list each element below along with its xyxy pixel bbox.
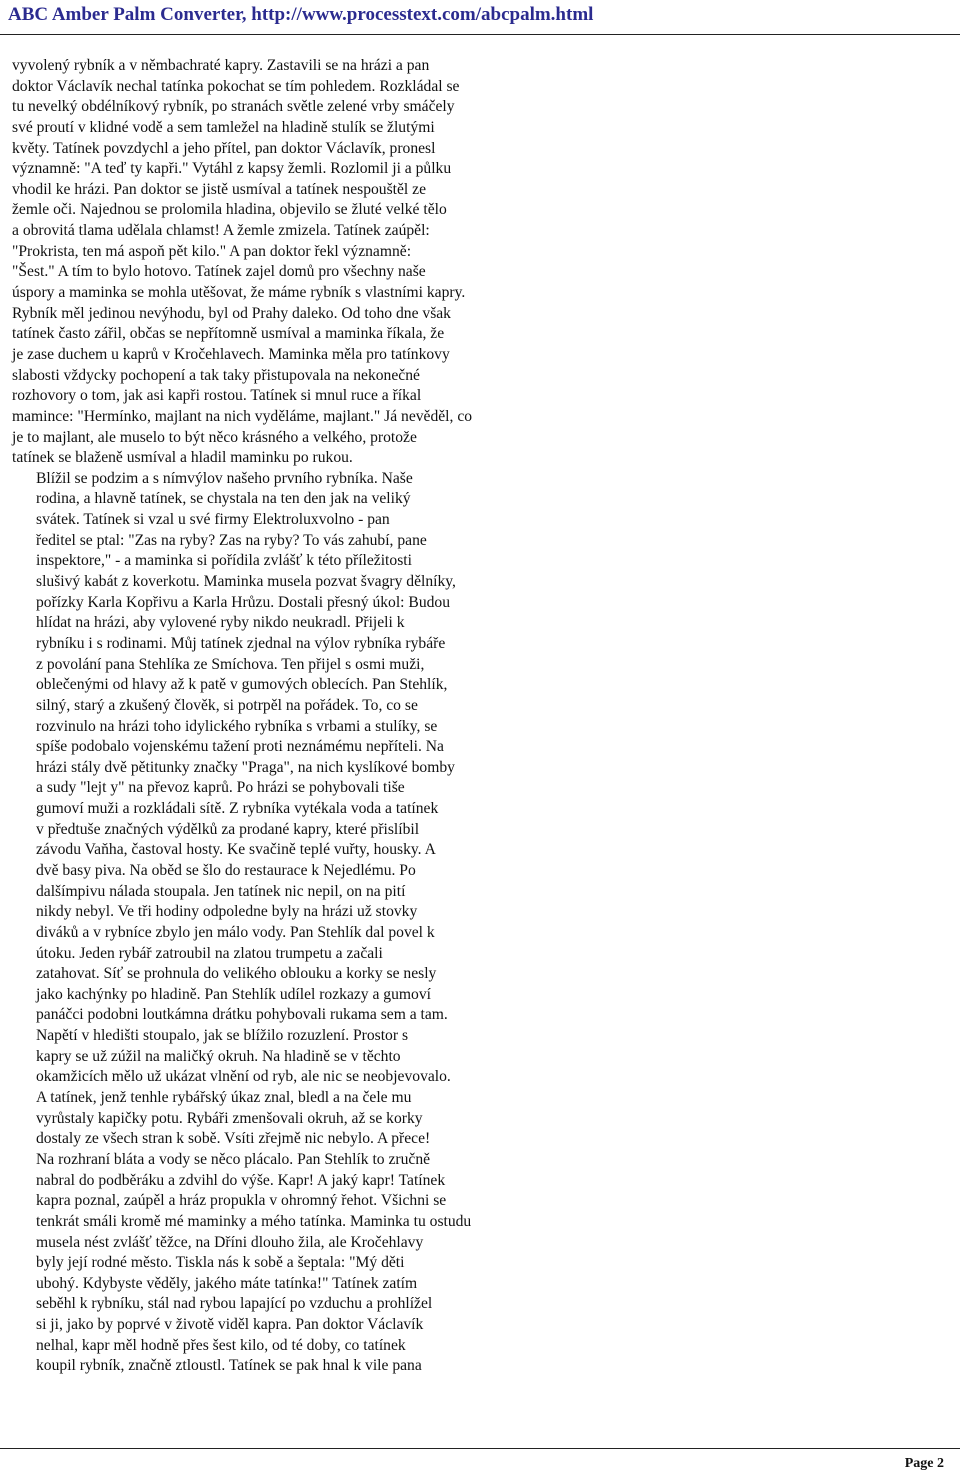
text-line: seběhl k rybníku, stál nad rybou lapající po vzduchu a prohlížel: [36, 1295, 433, 1313]
text-line: a sudy "lejt y" na převoz kaprů. Po hrázi se pohybovali tiše: [36, 779, 405, 797]
text-line: gumoví muži a rozkládali sítě. Z rybníka vytékala voda a tatínek: [36, 800, 439, 818]
text-line: z povolání pana Stehlíka ze Smíchova. Ten přijel s osmi muži,: [36, 655, 425, 673]
text-line: vhodil ke hrázi. Pan doktor se jistě usmíval a tatínek nespouštěl ze: [12, 180, 427, 198]
text-line: slušivý kabát z koverkotu. Maminka musela pozvat švagry dělníky,: [36, 573, 456, 591]
text-line: si ji, jako by poprvé v životě viděl kapra. Pan doktor Václavík: [36, 1316, 424, 1334]
text-line: významně: "A teď ty kapři." Vytáhl z kapsy žemli. Rozlomil ji a půlku: [12, 160, 452, 178]
text-line: panáčci podobni loutkámna drátku pohybovali rukama sem a tam.: [36, 1006, 448, 1024]
text-line: útoku. Jeden rybář zatroubil na zlatou trumpetu a začali: [36, 944, 383, 962]
text-line: tatínek se blaženě usmíval a hladil maminku po rukou.: [12, 449, 353, 467]
text-line: rozvinulo na hrázi toho idylického rybníka s vrbami a stulíky, se: [36, 717, 438, 735]
text-line: musela nést zvlášť těžce, na Dříni dlouho žila, ale Kročehlavy: [36, 1233, 424, 1251]
text-line: svátek. Tatínek si vzal u své firmy Elektroluxvolno - pan: [36, 511, 390, 529]
text-line: Blížil se podzim a s nímvýlov našeho prvního rybníka. Naše: [36, 469, 413, 487]
text-line: tenkrát smáli kromě mé maminky a mého tatínka. Maminka tu ostudu: [36, 1212, 472, 1230]
header-divider: [0, 34, 960, 35]
text-line: zatahovat. Síť se prohnula do velikého oblouku a korky se nesly: [36, 965, 437, 983]
text-line: tatínek často zářil, občas se nepřítomně usmíval a maminka říkala, že: [12, 325, 445, 343]
text-line: tu nevelký obdélníkový rybník, po stranách světle zelené vrby smáčely: [12, 98, 455, 116]
document-header-title: ABC Amber Palm Converter, http://www.processtext.com/abcpalm.html: [8, 4, 594, 25]
text-line: Rybník měl jedinou nevýhodu, byl od Prahy daleko. Od toho dne však: [12, 304, 451, 322]
text-line: rybníku i s rodinami. Můj tatínek zjednal na výlov rybníka rybáře: [36, 634, 446, 652]
text-line: byly její rodné město. Tiskla nás k sobě a šeptala: "Mý děti: [36, 1254, 405, 1272]
text-line: oblečenými od hlavy až k patě v gumových oblecích. Pan Stehlík,: [36, 676, 448, 694]
text-line: Na rozhraní bláta a vody se něco plácalo. Pan Stehlík to zručně: [36, 1150, 431, 1168]
text-line: vyvolený rybník a v němbachraté kapry. Zastavili se na hrázi a pan: [12, 57, 430, 74]
text-line: A tatínek, jenž tenhle rybářský úkaz znal, bledl a na čele mu: [36, 1089, 412, 1107]
text-line: "Šest." A tím to bylo hotovo. Tatínek zajel domů pro všechny naše: [12, 263, 426, 281]
document-body: [12, 56, 948, 1377]
text-line: nelhal, kapr měl hodně přes šest kilo, od té doby, co tatínek: [36, 1336, 406, 1354]
text-line: slabosti vždycky pochopení a tak taky přistupovala na nekonečné: [12, 366, 420, 384]
text-line: květy. Tatínek povzdychl a jeho přítel, pan doktor Václavík, pronesl: [12, 139, 436, 157]
text-line: je to majlant, ale muselo to být něco krásného a velkého, protože: [12, 428, 417, 446]
text-line: ředitel se ptal: "Zas na ryby? Zas na ryby? To vás zahubí, pane: [36, 531, 427, 549]
text-line: rodina, a hlavně tatínek, se chystala na ten den jak na veliký: [36, 490, 411, 508]
text-line: ubohý. Kdybyste věděly, jakého máte tatínka!" Tatínek zatím: [36, 1274, 418, 1292]
text-line: dostaly ze všech stran k sobě. Vsíti zřejmě nic nebylo. A přece!: [36, 1130, 431, 1148]
text-line: "Prokrista, ten má aspoň pět kilo." A pan doktor řekl významně:: [12, 242, 412, 260]
text-line: v předtuše značných výdělků za prodané kapry, které přislíbil: [36, 820, 420, 838]
text-line: spíše podobalo vojenskému tažení proti neznámému nepříteli. Na: [36, 738, 444, 756]
text-line: úspory a maminka se mohla utěšovat, že máme rybník s vlastními kapry.: [12, 284, 466, 302]
text-line: dalšímpivu nálada stoupala. Jen tatínek nic nepil, on na pití: [36, 882, 406, 900]
text-line: diváků a v rybníce zbylo jen málo vody. Pan Stehlík dal povel k: [36, 923, 435, 941]
text-line: silný, starý a zkušený člověk, si potrpěl na pořádek. To, co se: [36, 696, 418, 714]
text-line: Napětí v hledišti stoupalo, jak se blížilo rozuzlení. Prostor s: [36, 1027, 409, 1045]
text-line: závodu Vaňha, častoval hosty. Ke svačině teplé vuřty, housky. A: [36, 841, 436, 859]
text-line: mamince: "Hermínko, majlant na nich vyděláme, majlant." Já nevěděl, co: [12, 407, 473, 425]
text-line: nabral do podběráku a zdvihl do výše. Kapr! A jaký kapr! Tatínek: [36, 1171, 446, 1189]
text-line: pořízky Karla Kopřivu a Karla Hrůzu. Dostali přesný úkol: Budou: [36, 593, 451, 611]
footer-divider: [0, 1448, 960, 1449]
text-line: dvě basy piva. Na oběd se šlo do restaurace k Nejedlému. Po: [36, 861, 416, 879]
text-line: a obrovitá tlama udělala chlamst! A žemle zmizela. Tatínek zaúpěl:: [12, 222, 430, 240]
text-line: hlídat na hrázi, aby vylovené ryby nikdo neukradl. Přijeli k: [36, 614, 405, 632]
text-line: inspektore," - a maminka si pořídila zvlášť k této příležitosti: [36, 552, 412, 570]
text-line: kapry se už zúžil na maličký okruh. Na hladině se v těchto: [36, 1047, 401, 1065]
text-line: koupil rybník, značně ztloustl. Tatínek se pak hnal k vile pana: [36, 1357, 422, 1375]
text-line: své proutí v klidné vodě a sem tamležel na hladině stulík se žlutými: [12, 118, 435, 136]
text-line: okamžicích mělo už ukázat vlnění od ryb, ale nic se neobjevovalo.: [36, 1068, 451, 1086]
text-line: je zase duchem u kaprů v Kročehlavech. Maminka měla pro tatínkovy: [12, 345, 450, 363]
text-line: doktor Václavík nechal tatínka pokochat se tím pohledem. Rozkládal se: [12, 77, 460, 95]
text-line: vyrůstaly kapičky potu. Rybáři zmenšovali okruh, až se korky: [36, 1109, 423, 1127]
text-line: hrázi stály dvě pětitunky značky "Praga", na nich kyslíkové bomby: [36, 758, 455, 776]
text-line: jako kachýnky po hladině. Pan Stehlík udílel rozkazy a gumoví: [36, 985, 431, 1003]
page-number: Page 2: [904, 1456, 944, 1471]
text-line: nikdy nebyl. Ve tři hodiny odpoledne byly na hrázi už stovky: [36, 903, 418, 921]
text-line: rozhovory o tom, jak asi kapři rostou. Tatínek si mnul ruce a říkal: [12, 387, 422, 405]
text-line: žemle oči. Najednou se prolomila hladina, objevilo se žluté velké tělo: [12, 201, 447, 219]
text-line: kapra poznal, zaúpěl a hráz propukla v ohromný řehot. Všichni se: [36, 1192, 447, 1210]
